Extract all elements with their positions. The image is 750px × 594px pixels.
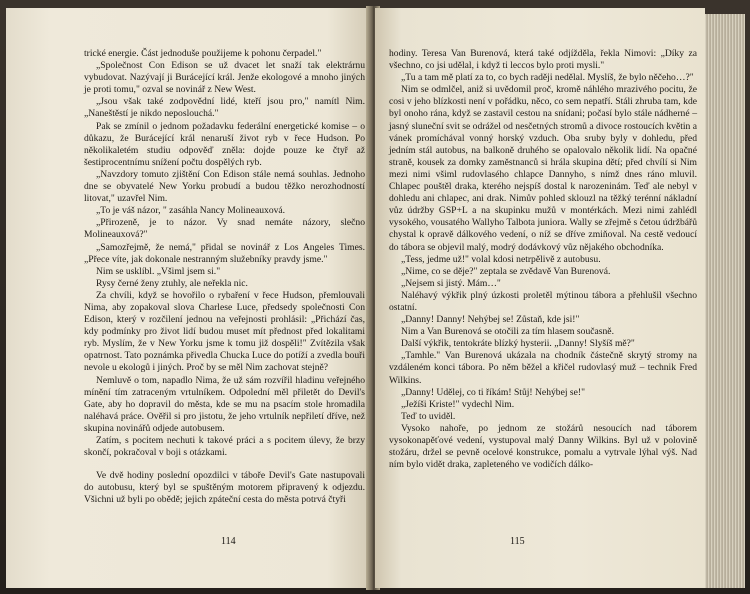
left-paragraph: „Společnost Con Edison se už dvacet let snaží tak elektrárnu vybudovat. Nazývají ji Burácející král. Jenže ekologové a mnoho jiných je proti tomu," ozval se novinář z New West. [84,60,365,96]
right-page [375,8,705,588]
left-paragraph: trické energie. Část jednoduše použijeme k pohonu čerpadel." [84,48,322,59]
left-paragraph: Zatím, s pocitem nechuti k takové práci a s pocitem úlevy, že brzy skončí, pokračoval v boji s otázkami. [84,435,365,459]
right-paragraph: „Danny! Udělej, co ti říkám! Stůj! Nehýbej se!" [401,386,586,398]
page-edges [705,14,745,588]
left-paragraph: Pak se zmínil o jednom požadavku federální energetické komise – o důkazu, že Burácející král nenaruší život ryb v řece Hudson. Po několikaletém studiu odpověď zněla: dojde pouze ke čtyř až šestiprocentnímu snížení počtu dospělých ryb. [84,120,365,168]
right-paragraph: Naléhavý výkřik plný úzkosti proletěl mýtinou tábora a přehlušil všechno ostatní. [389,289,697,313]
right-paragraph: „Danny! Danny! Nehýbej se! Zůstaň, kde jsi!" [401,314,580,326]
right-paragraph: hodiny. Teresa Van Burenová, která také odjížděla, řekla Nimovi: „Díky za všechno, co jsi udělal, i když ti leccos bylo proti mysli." [389,48,697,72]
right-paragraph: Vysoko nahoře, po jednom ze stožárů nesoucích nad táborem vysokonapěťové vedení, vystupoval malý Danny Wilkins. Byl už v polovině stožáru, držel se pevně ocelové konstrukce, pomalu a vytrvale lýhal výš. Nad ním bylo vidět draka, zapleteného ve vodičích dálko- [389,422,697,471]
right-paragraph: Další výkřik, tentokráte blízký hysterii. „Danny! Slyšíš mě?" [401,338,635,350]
right-page-number: 115 [510,535,525,547]
left-paragraph: Za chvíli, když se hovořilo o rybaření v řece Hudson, přemlouvali Nima, aby zopakoval slova Charlese Luce, předsedy společnosti Con Edison, který v rozčilení jednou na veřejnosti prohlásil: „Přichází čas, kdy podmínky pro život lidí budou muset mít přednost před lokalitami ryb. Myslím, že v New Yorku jsme k tomu již dospěli!" Zvítězila však opatrnost. Tato poznámka přivedla Chucka Luce do potíží a zvedla bouři nevole u ekologů i jiných. Proč by se měl Nim zachovat stejně? [84,289,365,374]
right-paragraph: „Tess, jedme už!" volal kdosi netrpělivě z autobusu. [401,253,601,265]
right-paragraph: „Tu a tam mě platí za to, co bych raději nedělal. Myslíš, že bylo něčeho…?" [401,72,694,84]
right-paragraph: Nim se odmlčel, aniž si uvědomil proč, kromě náhlého mrazivého pocitu, že cosi v jeho blízkosti není v pořádku, něco, co sem nepatří. Stáli zhruba tam, kde byl onoho rána, když se zastavil cestou na snídani; počasí bylo stále nádherné – jasný sluneční svit se odrážel od nesčetných stromů a divoce rostoucích květin a vánek promíchával vonný horský vzduch. Oba sruby byly v dohledu, před jedním stál autobus, na balkoně druhého se opalovalo několik lidí. Na opačné straně, kousek za domky zaměstnanců si hrála skupina dětí; před chvílí si Nim mezi nimi všiml rudovlasého chlapce Dannyho, s nímž dnes ráno mluvil. Chlapec pouštěl draka, kterého nejspíš dostal k narozeninám. Teď ale nebyl v dohledu ani chlapec, ani drak. Nimův pohled sklouzl na těžký terénní nákladní vůz údržby GSP+L a na skupinku mužů v montérkách. Mezi nimi zahlédl vysokého, vousatého Wallyho Talbota juniora. Wally se zřejmě s četou údržbářů chystal k opravě dálkového vedení, o níž se dříve zmiňoval. Na cestě vedoucí do tábora se objevil malý, modrý dodávkový vůz nějakého obchodníka. [389,84,697,253]
left-paragraph: „Jsou však také zodpovědní lidé, kteří jsou pro," namítl Nim. „Naneštěstí je nikdo neposlouchá." [84,96,365,120]
left-paragraph: „Samozřejmě, že nemá," přidal se novinář z Los Angeles Times. „Přece víte, jak dokonale nestranným služebníky pravdy jsme." [84,241,365,265]
left-paragraph: Nim se usklíbl. „Všiml jsem si." [96,265,221,277]
right-paragraph: „Nime, co se děje?" zeptala se zvědavě Van Burenová. [401,265,611,277]
right-paragraph: „Tamhle." Van Burenová ukázala na chodník částečně skrytý stromy na vzdáleném konci tábora. Po něm běžel a křičel rudovlasý muž – technik Fred Wilkins. [389,350,697,386]
left-paragraph: Rysy černé ženy ztuhly, ale neřekla nic. [96,277,248,289]
right-paragraph: Nim a Van Burenová se otočili za tím hlasem současně. [401,326,614,338]
left-paragraph: Nemluvě o tom, napadlo Nima, že už sám rozvířil hladinu veřejného mínění tím zatraceným vrtulníkem. Odpolední měl přiletět do Devil's Gate, aby ho dopravil do města, kde se mu na psacím stole hromadila naléhavá práce. Ověřil si pro jistotu, že jeho vrtulník nepřiletí dříve, než skupina novinářů odjede autobusem. [84,374,365,434]
left-paragraph: „Navzdory tomuto zjištění Con Edison stále nemá souhlas. Jednoho dne se obyvatelé New Yorku probudí a budou těžko nerozhodností litovat," uzavřel Nim. [84,168,365,205]
left-paragraph: „To je váš názor, " zasáhla Nancy Molineauxová. [96,205,286,217]
right-paragraph: „Ježíši Kriste!" vydechl Nim. [401,398,515,410]
right-paragraph: „Nejsem si jistý. Mám…" [401,277,501,289]
left-page-number: 114 [221,535,236,547]
right-paragraph: Teď to uviděl. [401,410,456,422]
left-paragraph: „Přirozeně, je to názor. Vy snad nemáte názory, slečno Molineauxová?" [84,217,365,241]
left-page [6,8,371,588]
left-paragraph: Ve dvě hodiny poslední opozdilci v táboře Devil's Gate nastupovali do autobusu, který byl se spuštěným motorem připravený k odjezdu. Všichni už byli po obědě; jejich zpáteční cesta do města potrvá čtyři [84,470,365,506]
